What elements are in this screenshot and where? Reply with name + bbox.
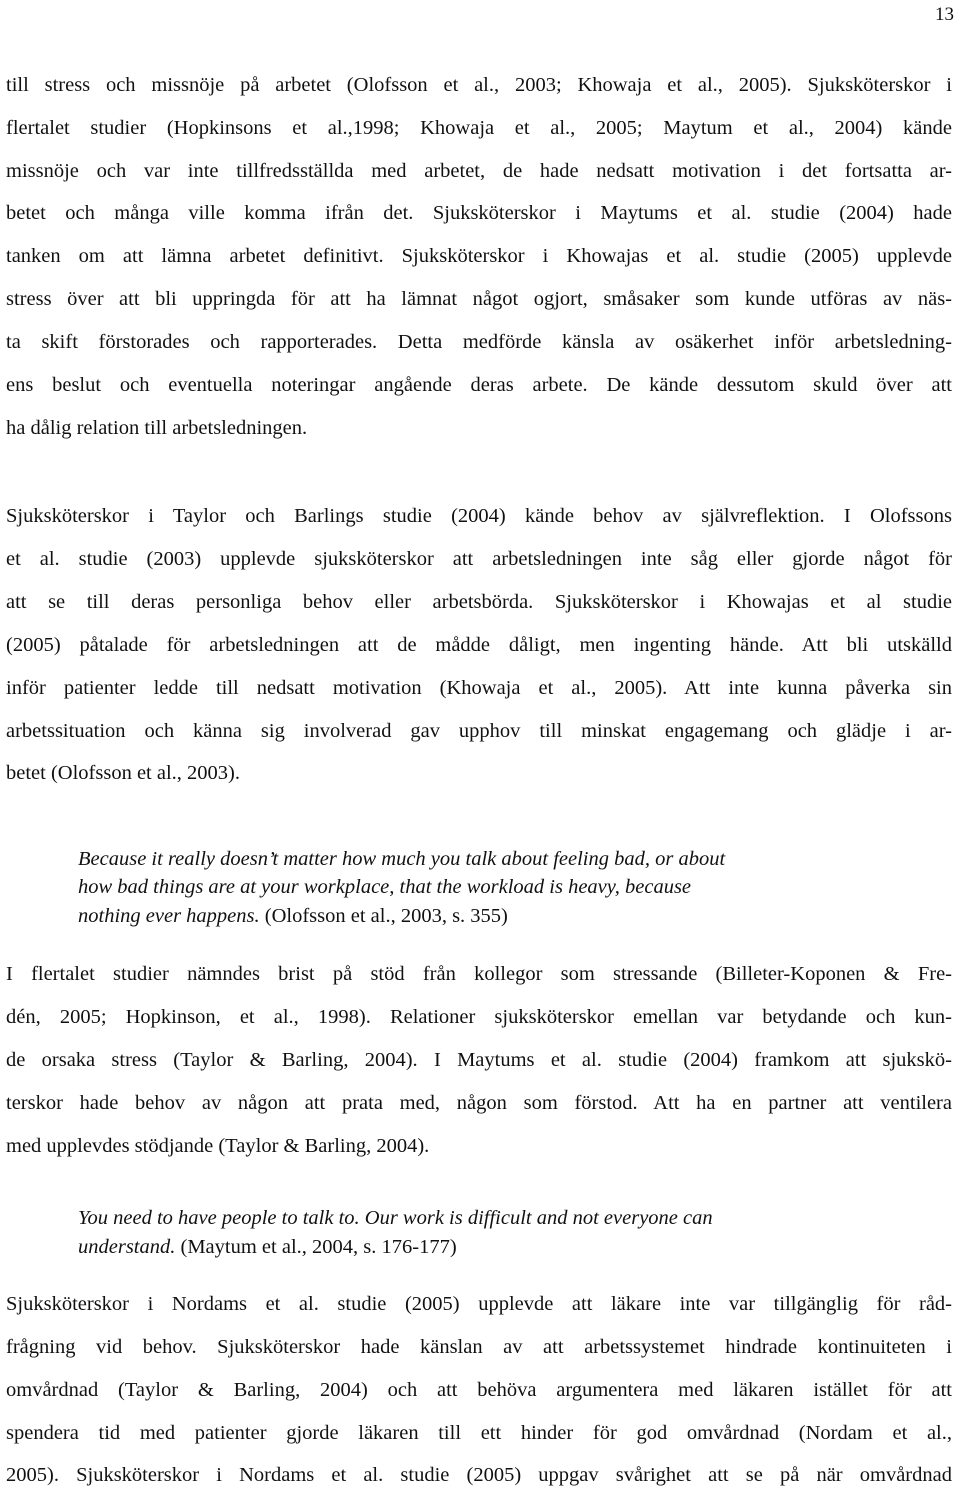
text-line: med upplevdes stödjande (Taylor & Barling, 2004). (6, 1135, 430, 1157)
quote-text: You need to have people to talk to. Our work is difficult and not everyone can (78, 1207, 713, 1229)
text-line: betet och många ville komma ifrån det. Sjuksköterskor i Maytums et al. studie (2004) hade (6, 202, 952, 224)
text-line: ta skift förstorades och rapporterades. Detta medförde känsla av osäkerhet inför arbetsledning- (6, 331, 952, 353)
text-line: betet (Olofsson et al., 2003). (6, 762, 240, 784)
text-line: 2005). Sjuksköterskor i Nordams et al. studie (2005) uppgav svårighet att se på när omvårdnad (6, 1464, 952, 1486)
quote-text: nothing ever happens. (78, 905, 260, 927)
text-line: et al. studie (2003) upplevde sjuksköterskor att arbetsledningen inte såg eller gjorde något för (6, 548, 952, 570)
quote-text: how bad things are at your workplace, that the workload is heavy, because (78, 876, 692, 898)
quote-line (78, 1205, 713, 1231)
quote-citation: (Olofsson et al., 2003, s. 355) (259, 905, 508, 927)
text-line: ha dålig relation till arbetsledningen. (6, 417, 308, 439)
page-number: 13 (935, 4, 954, 25)
quote-text: Because it really doesn’t matter how much you talk about feeling bad, or about (78, 848, 726, 870)
text-line: missnöje och var inte tillfredsställda med arbetet, de hade nedsatt motivation i det fortsatta ar- (6, 160, 952, 182)
text-line: till stress och missnöje på arbetet (Olofsson et al., 2003; Khowaja et al., 2005). Sjuksköterskor i (6, 74, 952, 96)
text-line: att se till deras personliga behov eller arbetsbörda. Sjuksköterskor i Khowajas et al studie (6, 591, 952, 613)
quote-line (78, 903, 508, 929)
text-line: terskor hade behov av någon att prata med, någon som förstod. Att ha en partner att ventilera (6, 1092, 952, 1114)
text-line: Sjuksköterskor i Nordams et al. studie (2005) upplevde att läkare inte var tillgänglig för råd- (6, 1293, 952, 1315)
quote-line (78, 846, 725, 872)
text-line: I flertalet studier nämndes brist på stöd från kollegor som stressande (Billeter-Koponen & Fre- (6, 963, 952, 985)
text-line: Sjuksköterskor i Taylor och Barlings studie (2004) kände behov av självreflektion. I Olofssons (6, 505, 952, 527)
text-line: de orsaka stress (Taylor & Barling, 2004). I Maytums et al. studie (2004) framkom att sjukskö- (6, 1049, 952, 1071)
text-line: inför patienter ledde till nedsatt motivation (Khowaja et al., 2005). Att inte kunna påverka sin (6, 677, 952, 699)
text-line: omvårdnad (Taylor & Barling, 2004) och att behöva argumentera med läkaren istället för att (6, 1379, 952, 1401)
text-line: spendera tid med patienter gjorde läkaren till ett hinder för god omvårdnad (Nordam et al., (6, 1422, 952, 1444)
text-line: ens beslut och eventuella noteringar angående deras arbete. De kände dessutom skuld över att (6, 374, 952, 396)
quote-citation: (Maytum et al., 2004, s. 176-177) (175, 1236, 457, 1258)
quote-line (78, 1234, 457, 1260)
text-line: flertalet studier (Hopkinsons et al.,1998; Khowaja et al., 2005; Maytum et al., 2004) kände (6, 117, 952, 139)
text-line: dén, 2005; Hopkinson, et al., 1998). Relationer sjuksköterskor emellan var betydande och kun- (6, 1006, 952, 1028)
text-line: tanken om att lämna arbetet definitivt. Sjuksköterskor i Khowajas et al. studie (2005) upplevde (6, 245, 952, 267)
text-line: arbetssituation och känna sig involverad gav upphov till minskat engagemang och glädje i ar- (6, 720, 952, 742)
quote-text: understand. (78, 1236, 176, 1258)
text-line: (2005) påtalade för arbetsledningen att de mådde dåligt, men ingenting hände. Att bli utskälld (6, 634, 952, 656)
quote-line (78, 874, 691, 900)
text-line: frågning vid behov. Sjuksköterskor hade känslan av att arbetssystemet hindrade kontinuiteten i (6, 1336, 952, 1358)
text-line: stress över att bli uppringda för att ha lämnat något ogjort, småsaker som kunde utföras av näs- (6, 288, 952, 310)
